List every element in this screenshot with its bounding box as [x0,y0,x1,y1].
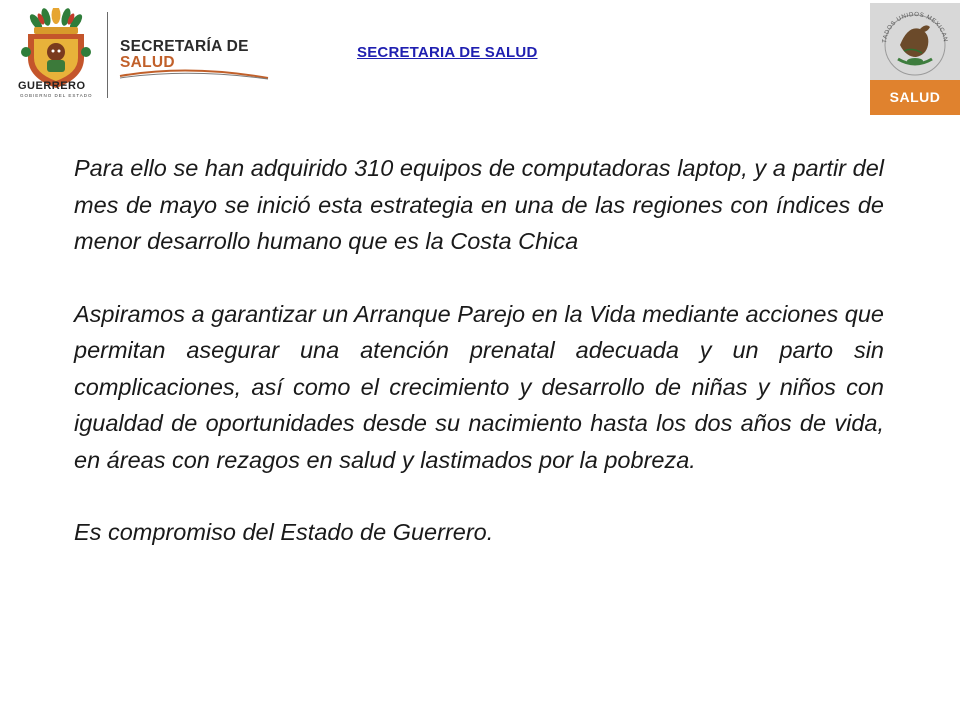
secretaria-logo-line2: SALUD [120,54,175,71]
page-title: SECRETARIA DE SALUD [357,44,538,61]
salud-logo [870,3,960,115]
paragraph-laptops: Para ello se han adquirido 310 equipos de computadoras laptop, y a partir del mes de mayo se inició esta estrategia en una de las regiones con índices de menor desarrollo humano que es la Costa Chica [74,155,884,254]
secretaria-logo-line1: SECRETARÍA DE [120,38,249,55]
paragraph-arranque-parejo: Aspiramos a garantizar un Arranque Parejo en la Vida mediante acciones que permitan asegurar una atención prenatal adecuada y un parto sin complicaciones, así como el crecimiento y desarrollo de niñas y niños con igualdad de oportunidades desde su nacimiento hasta los dos años de vida, en áreas con rezagos en salud y lastimados por la pobreza. [74,300,884,473]
guerrero-subtitle: GOBIERNO DEL ESTADO [20,93,93,98]
salud-label: SALUD [870,80,960,115]
body-content [74,150,884,551]
guerrero-wordmark: GUERRERO [18,80,86,92]
swoosh-icon [118,66,270,80]
paragraph-compromiso: Es compromiso del Estado de Guerrero. [74,519,494,545]
seal-area [870,3,960,80]
seal-text: TADOS UNIDOS MEXICAN [882,11,948,44]
logo-divider [107,12,108,98]
mexican-coat-of-arms-icon [870,3,960,80]
